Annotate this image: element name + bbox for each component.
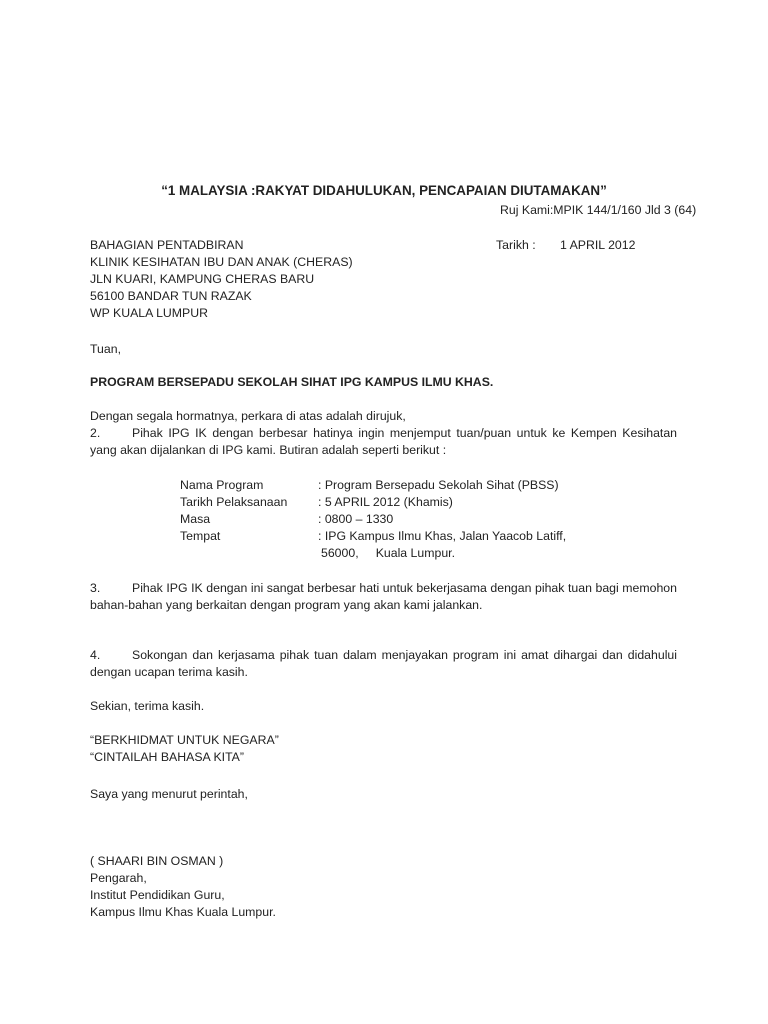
detail-label: Masa xyxy=(180,512,211,526)
salutation: Tuan, xyxy=(90,342,121,356)
detail-value: : IPG Kampus Ilmu Khas, Jalan Yaacob Latiff, xyxy=(318,529,567,543)
detail-value: 56000, Kuala Lumpur. xyxy=(321,546,455,560)
paragraph-text: Pihak IPG IK dengan berbesar hatinya ingin menjemput tuan/puan untuk ke Kempen Kesihatan yang akan dijalankan di IPG kami. Butiran adalah seperti berikut : xyxy=(90,426,677,457)
paragraph-text: Pihak IPG IK dengan ini sangat berbesar hati untuk bekerjasama dengan pihak tuan bagi memohon bahan-bahan yang berkaitan dengan program yang akan kami jalankan. xyxy=(90,581,677,612)
reference-number: Ruj Kami:MPIK 144/1/160 Jld 3 (64) xyxy=(500,203,697,217)
closing-line: Sekian, terima kasih. xyxy=(90,699,205,713)
date-label: Tarikh : xyxy=(496,238,536,252)
signatory-organization: Kampus Ilmu Khas Kuala Lumpur. xyxy=(90,905,276,919)
recipient-line: 56100 BANDAR TUN RAZAK xyxy=(90,289,252,303)
signatory-name: ( SHAARI BIN OSMAN ) xyxy=(90,854,224,868)
paragraph-2 xyxy=(90,425,677,459)
paragraph-1: Dengan segala hormatnya, perkara di atas adalah dirujuk, xyxy=(90,409,406,423)
date-value: 1 APRIL 2012 xyxy=(560,238,636,252)
detail-label: Tarikh Pelaksanaan xyxy=(180,495,288,509)
detail-value: : 5 APRIL 2012 (Khamis) xyxy=(318,495,453,509)
recipient-line: KLINIK KESIHATAN IBU DAN ANAK (CHERAS) xyxy=(90,255,353,269)
slogan: “BERKHIDMAT UNTUK NEGARA” xyxy=(90,733,279,747)
paragraph-number: 4. xyxy=(90,648,101,662)
slogan: “CINTAILAH BAHASA KITA” xyxy=(90,750,244,764)
motto-heading: “1 MALAYSIA :RAKYAT DIDAHULUKAN, PENCAPAIAN DIUTAMAKAN” xyxy=(161,183,607,198)
recipient-line: JLN KUARI, KAMPUNG CHERAS BARU xyxy=(90,272,315,286)
signoff-line: Saya yang menurut perintah, xyxy=(90,787,248,801)
subject-line: PROGRAM BERSEPADU SEKOLAH SIHAT IPG KAMPUS ILMU KHAS. xyxy=(90,375,494,389)
detail-label: Nama Program xyxy=(180,478,264,492)
paragraph-3 xyxy=(90,580,677,614)
signatory-organization: Institut Pendidikan Guru, xyxy=(90,888,225,902)
paragraph-number: 2. xyxy=(90,426,101,440)
recipient-line: WP KUALA LUMPUR xyxy=(90,306,208,320)
paragraph-text: Sokongan dan kerjasama pihak tuan dalam menjayakan program ini amat dihargai dan didahului dengan ucapan terima kasih. xyxy=(90,648,677,679)
recipient-line: BAHAGIAN PENTADBIRAN xyxy=(90,238,244,252)
event-details xyxy=(180,477,600,567)
detail-value: : 0800 – 1330 xyxy=(318,512,394,526)
paragraph-number: 3. xyxy=(90,581,101,595)
paragraph-4 xyxy=(90,647,677,681)
detail-value: : Program Bersepadu Sekolah Sihat (PBSS) xyxy=(318,478,559,492)
detail-label: Tempat xyxy=(180,529,221,543)
signatory-title: Pengarah, xyxy=(90,871,147,885)
